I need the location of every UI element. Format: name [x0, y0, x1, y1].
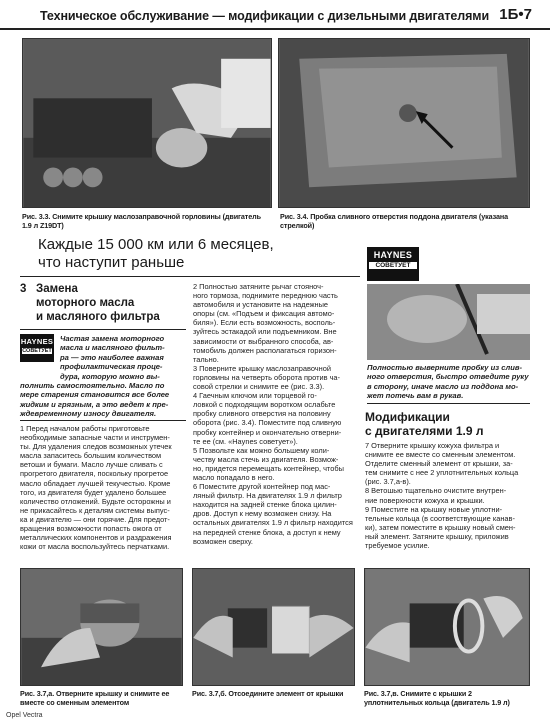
text-line: прогретого двигателя, поскольку прогретое: [20, 469, 169, 479]
text-line: 8 Ветошью тщательно очистите внутрен-: [365, 486, 507, 496]
text-line: тельные кольца (в соответствующие канав-: [365, 513, 515, 523]
tip-line: мере старения становится все более: [20, 390, 170, 400]
section-rule: [20, 329, 186, 330]
modifications-heading: [365, 410, 483, 438]
text-line: пробку контейнер и окончательно отверни-: [193, 427, 342, 437]
text-line: зависимости от выбранного способа, ав-: [193, 336, 334, 346]
text-line: Отделите сменный элемент от крышки, за-: [365, 459, 513, 469]
text-line: снимите ее вместе со сменным элементом.: [365, 450, 516, 460]
text-line: 2 Полностью затяните рычаг стояноч-: [193, 282, 324, 291]
tip-line: ра — это наиболее важная: [60, 352, 164, 362]
haynes-tip-oil-cont: [20, 381, 186, 419]
tip-line: масла и масляного фильт-: [60, 343, 165, 353]
tip-line: Частая замена моторного: [60, 334, 165, 343]
haynes-logo: [20, 334, 54, 362]
text-line: 5 Позвольте как можно большему коли-: [193, 445, 330, 455]
text-line: тально.: [193, 354, 219, 364]
text-column-2: [193, 282, 359, 546]
text-line: те ее (см. «Haynes советует»).: [193, 436, 298, 446]
text-line: зуйтесь эстакадой или подъемником. Вне: [193, 327, 337, 337]
interval-heading: [38, 236, 358, 272]
text-line: 3 Поверните крышку маслозаправочной: [193, 363, 331, 373]
text-line: биля»). Если есть возможность, восполь-: [193, 318, 336, 328]
text-line: совой стрелки и снимите ее (рис. 3.3).: [193, 382, 325, 392]
text-line: ки), затем поместите в крышку новый смен-: [365, 522, 516, 532]
photo-sump-drain-plug: [278, 38, 530, 208]
photo-drain-plug-removal: [367, 284, 530, 360]
tip-line: ждевременному износу двигателя.: [20, 409, 157, 419]
section-number: 3: [20, 283, 27, 295]
text-line: 1 Перед началом работы приготовьте: [20, 424, 150, 433]
tip-line: полнить самостоятельно. Масло по: [20, 381, 165, 390]
text-line: 4 Гаечным ключом или торцевой го-: [193, 391, 317, 401]
tip2-rule: [367, 403, 530, 404]
caption-fig-3-7a: Рис. 3.7,а. Отверните крышку и снимите ее вместе со сменным элементом: [20, 689, 170, 707]
text-line: масла запаситесь большим количеством: [20, 451, 162, 461]
text-line: остальных двигателях 1.9 л фильтр находится: [193, 518, 353, 528]
text-line: масло попадало в него.: [193, 472, 275, 482]
text-line: горловины на четверть оборота против ча-: [193, 372, 340, 382]
text-line: 9 Поместите на крышку новые уплотни-: [365, 504, 503, 514]
haynes-advice: СОВЕТУЕТ: [369, 262, 417, 269]
modifications-line2: с двигателями 1.9 л: [365, 424, 484, 438]
text-line: ты. Для удаления следов возможных утечек: [20, 442, 172, 452]
caption-fig-3-3: Рис. 3.3. Снимите крышку маслозаправочной горловины (двигатель 1.9 л Z19DT): [22, 212, 261, 230]
section-title-line3: и масляного фильтра: [36, 311, 160, 323]
photo-unscrew-filter-cap: [20, 568, 183, 686]
text-line: количество отложений. Будьте осторожны и: [20, 496, 171, 506]
haynes-tip-oil: [60, 334, 186, 381]
text-line: опоры (см. «Подъем и фиксация автомо-: [193, 309, 335, 319]
tip-line: ного отверстия, быстро отведите руку: [367, 372, 529, 382]
text-line: на передней стенке блока, а доступ к нему: [193, 527, 341, 537]
interval-heading-line1: Каждые 15 000 км или 6 месяцев,: [38, 236, 274, 253]
tip-line: дура, которую можно вы-: [60, 371, 160, 381]
tip-line: жет потечь вам в рукав.: [367, 391, 464, 401]
section-title-line1: Замена: [36, 283, 78, 295]
text-column-3: [365, 441, 530, 550]
text-line: ка и двигателю — они горячие. Для предот-: [20, 514, 170, 524]
text-line: автомобиля и установите на надежные: [193, 300, 329, 310]
section-title-line2: моторного масла: [36, 297, 135, 309]
tip-line: в сторону, иначе масло из поддона мо-: [367, 381, 519, 391]
tip-line: профилактическая проце-: [60, 362, 163, 372]
text-line: возможен сверху.: [193, 536, 253, 546]
text-line: (рис. 3.7,а-в).: [365, 477, 411, 487]
heading-rule: [20, 276, 360, 277]
text-line: кожи от масла воспользуйтесь перчатками.: [20, 542, 170, 552]
tip-line: жидким и грязным, а это ведет к пре-: [20, 399, 169, 409]
text-line: 7 Отверните крышку кожуха фильтра и: [365, 441, 500, 450]
text-line: дров. Доступ к нему возможен снизу. На: [193, 509, 332, 519]
text-line: ный элемент. Затяните крышку, приложив: [365, 531, 509, 541]
photo-remove-seals: [364, 568, 530, 686]
page-number: 1Б•7: [499, 6, 532, 23]
text-line: ного тормоза, поднимите переднюю часть: [193, 291, 338, 301]
text-line: оборота (рис. 3.4). Поместите под сливную: [193, 418, 342, 428]
caption-fig-3-4: Рис. 3.4. Пробка сливного отверстия поддона двигателя (указана стрелкой): [280, 212, 508, 230]
caption-fig-3-7v: Рис. 3.7,в. Снимите с крышки 2 уплотнительных кольца (двигатель 1.9 л): [364, 689, 510, 707]
text-line: ветоши и бумаги. Масло лучше сливать с: [20, 460, 163, 470]
text-line: честву масла стечь из двигателя. Возмож-: [193, 454, 339, 464]
running-title: Техническое обслуживание — модификации с дизельными двигателями: [40, 9, 490, 23]
footer-text: Opel Vectra: [6, 712, 43, 719]
text-line: металлических компонентов и раздражения: [20, 533, 172, 543]
modifications-line1: Модификации: [365, 410, 450, 424]
text-line: пробку сливного отверстия на половину: [193, 409, 331, 419]
photo-oil-filler-cap: [22, 38, 272, 208]
text-column-1: [20, 424, 186, 551]
tip-rule: [20, 420, 186, 421]
text-line: ловкой с подходящим воротком ослабьте: [193, 400, 336, 410]
text-line: находится на задней стенке блока цилин-: [193, 500, 337, 510]
text-line: масло обладает лучшей текучестью. Кроме: [20, 478, 171, 488]
text-line: того, из двигателя будет удалено большее: [20, 487, 167, 497]
text-line: требуемое усилие.: [365, 541, 430, 551]
text-line: не прикасайтесь к деталям системы выпус-: [20, 505, 170, 515]
haynes-brand: HAYNES: [20, 337, 54, 346]
text-line: ляный фильтр. На двигателях 1.9 л фильтр: [193, 491, 342, 501]
haynes-advice: СОВЕТУЕТ: [22, 348, 52, 354]
text-line: ние поверхности кожуха и крышки.: [365, 495, 485, 505]
caption-fig-3-7b: Рис. 3.7,б. Отсоедините элемент от крышки: [192, 689, 344, 698]
text-line: томобиль должен располагаться горизон-: [193, 345, 337, 355]
interval-heading-line2: что наступит раньше: [38, 254, 185, 271]
haynes-brand: HAYNES: [373, 250, 413, 260]
page-header: [0, 0, 550, 30]
tip-line: Полностью выверните пробку из слив-: [367, 363, 522, 372]
photo-remove-element: [192, 568, 355, 686]
haynes-logo-2: [367, 247, 419, 281]
haynes-tip-drain: [367, 363, 530, 401]
text-line: 6 Поместите другой контейнер под мас-: [193, 482, 331, 492]
text-line: необходимые запасные части и инструмен-: [20, 433, 170, 443]
text-line: вращения возможности попасть ожога от: [20, 524, 162, 534]
text-line: но, придется перемещать контейнер, чтобы: [193, 463, 344, 473]
text-line: тем снимите с нее 2 уплотнительных кольца: [365, 468, 519, 478]
